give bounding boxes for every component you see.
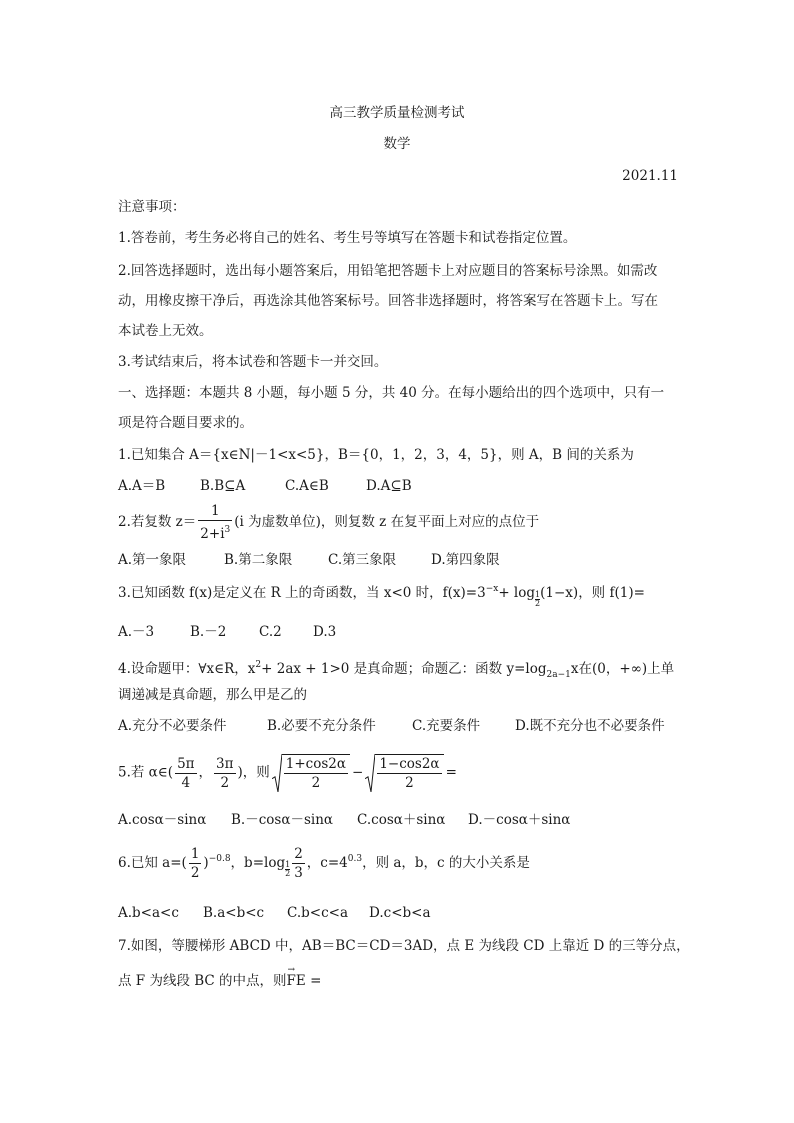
q4-option-a: A.充分不必要条件	[118, 718, 227, 734]
question-2-stem	[118, 502, 539, 543]
q2-option-c: C.第三象限	[328, 552, 397, 568]
q5-r2-den: 2	[377, 773, 441, 792]
q6-b-prefix: ，b=log	[230, 855, 286, 871]
q5-option-a: A.cosα－sinα	[118, 812, 207, 828]
subject-title: 数学	[383, 136, 411, 152]
q6-option-c: C.b<c<a	[287, 905, 349, 921]
exam-title: 高三教学质量检测考试	[329, 105, 465, 121]
q5-r1-den: 2	[284, 773, 348, 792]
q6-suffix: ，则 a，b，c 的大小关系是	[362, 855, 530, 871]
note-2-line-2: 动，用橡皮擦干净后，再选涂其他答案标号。回答非选择题时，将答案写在答题卡上。写在	[118, 293, 658, 309]
q6-b-fraction	[292, 845, 305, 882]
q5-root-2-body	[375, 754, 443, 792]
q5-equals: =	[445, 764, 457, 781]
q5-fraction-2	[214, 755, 235, 792]
q4-suffix: x在(0，+∞)上单	[570, 661, 675, 677]
q5-prefix: 5.若 α∈(	[118, 764, 174, 781]
q5-f1-num: 5π	[177, 755, 195, 772]
q5-minus: −	[352, 764, 364, 781]
q1-option-a: A.A＝B	[118, 478, 166, 494]
question-5-stem	[118, 754, 457, 792]
q3-log: + log	[498, 585, 536, 601]
q3-suffix: ，则 f(1)=	[578, 585, 645, 601]
q2-prefix: 2.若复数 z＝	[118, 514, 197, 530]
q5-f1-den: 4	[175, 773, 196, 792]
q3-option-d: D.3	[313, 624, 337, 640]
q6-b-den: 3	[294, 865, 303, 881]
q2-frac-numerator: 1	[210, 503, 220, 519]
note-1: 1.答卷前，考生务必将自己的姓名、考生号等填写在答题卡和试卷指定位置。	[118, 230, 577, 246]
note-3: 3.考试结束后，将本试卷和答题卡一并交回。	[118, 354, 388, 370]
q6-option-b: B.a<b<c	[203, 905, 265, 921]
q2-option-a: A.第一象限	[118, 552, 187, 568]
q5-r2-num: 1−cos2α	[379, 756, 440, 772]
q6-log-base-num: 1	[285, 860, 291, 869]
q6-b-num: 2	[294, 846, 303, 862]
q5-root-1-body	[282, 754, 350, 792]
question-4-stem-line-1	[118, 656, 674, 684]
q5-separator: ，	[198, 764, 213, 781]
q5-f2-den: 2	[214, 773, 235, 792]
q7-vector-label: FE	[286, 973, 306, 989]
q3-option-a: A.－3	[118, 624, 155, 640]
q4-option-b: B.必要不充分条件	[267, 718, 376, 734]
q5-f2-num: 3π	[216, 755, 234, 772]
q3-log-base-num: 1	[535, 590, 541, 599]
q3-log-base-den: 2	[535, 599, 541, 608]
question-7-line-1: 7.如图，等腰梯形 ABCD 中，AB＝BC＝CD＝3AD，点 E 为线段 CD 上靠近 D 的三等分点，	[118, 938, 690, 954]
q4-option-d: D.既不充分也不必要条件	[515, 718, 665, 734]
question-1-stem: 1.已知集合 A＝{x∈N|－1<x<5}，B＝{0，1，2，3，4，5}，则 A，B 间的关系为	[118, 447, 634, 463]
question-7-line-2	[118, 965, 322, 990]
vector-arrow-icon: →	[287, 965, 296, 975]
q2-suffix: (i 为虚数单位)，则复数 z 在复平面上对应的点位于	[234, 514, 540, 530]
q5-root-1	[272, 754, 350, 792]
q5-fraction-1	[175, 755, 196, 792]
q7-vector	[286, 965, 306, 990]
q2-option-b: B.第二象限	[224, 552, 293, 568]
q6-log-base-den: 2	[285, 869, 291, 878]
q7-suffix: =	[305, 973, 322, 989]
q3-option-b: B.－2	[190, 624, 227, 640]
q6-frac-num: 1	[190, 846, 200, 862]
q1-option-b: B.B⊆A	[200, 478, 246, 494]
q5-option-c: C.cosα＋sinα	[357, 812, 446, 828]
q6-exponent: −0.8	[208, 854, 231, 864]
question-4-stem-line-2: 调递减是真命题，那么甲是乙的	[118, 687, 307, 703]
q6-log-base	[285, 861, 290, 878]
q3-log-arg: (1−x)	[540, 585, 579, 601]
q5-root-2-fraction	[377, 755, 441, 792]
q6-option-a: A.b<a<c	[118, 905, 179, 921]
q5-option-d: D.－cosα＋sinα	[468, 812, 571, 828]
exam-date: 2021.11	[622, 168, 678, 184]
q4-option-c: C.充要条件	[412, 718, 481, 734]
radical-sign-icon	[272, 754, 282, 792]
q4-middle: + 2ax + 1>0 是真命题；命题乙：函数 y=log	[261, 661, 547, 677]
q2-option-d: D.第四象限	[431, 552, 500, 568]
q2-frac-denominator	[198, 520, 232, 543]
note-2-line-1: 2.回答选择题时，选出每小题答案后，用铅笔把答题卡上对应题目的答案标号涂黑。如需改	[118, 263, 658, 279]
q1-option-c: C.A∈B	[285, 478, 329, 494]
q6-c-exponent: 0.3	[347, 854, 363, 864]
q5-root-2	[365, 754, 443, 792]
q6-frac-den: 2	[190, 865, 200, 881]
section-1-line-1: 一、选择题：本题共 8 小题，每小题 5 分，共 40 分。在每小题给出的四个选项中，只有一	[118, 385, 665, 401]
q3-prefix: 3.已知函数 f(x)是定义在 R 上的奇函数，当 x<0 时，f(x)=3	[118, 585, 486, 601]
q7-prefix: 点 F 为线段 BC 的中点，则	[118, 973, 287, 989]
radical-sign-icon	[365, 754, 375, 792]
q5-root-1-fraction	[284, 755, 348, 792]
q2-frac-den-base: 2+i	[200, 526, 225, 542]
q5-option-b: B.－cosα－sinα	[231, 812, 334, 828]
notes-heading: 注意事项：	[118, 199, 186, 215]
question-3-stem	[118, 580, 645, 608]
note-2-line-3: 本试卷上无效。	[118, 323, 213, 339]
q5-then: )，则	[237, 764, 270, 781]
q3-exponent: −x	[485, 584, 499, 594]
q6-fraction	[189, 845, 202, 882]
section-1-line-2: 项是符合题目要求的。	[118, 415, 253, 431]
q4-prefix: 4.设命题甲：∀x∈R，x	[118, 661, 256, 677]
q6-close: )	[203, 855, 209, 871]
q6-c-prefix: ，c=4	[306, 855, 348, 871]
q3-option-c: C.2	[259, 624, 282, 640]
q5-r1-num: 1+cos2α	[285, 756, 347, 772]
q2-frac-den-exponent: 3	[224, 525, 231, 535]
q4-exponent: 2	[255, 660, 262, 670]
q4-log-base: 2a−1	[546, 670, 571, 680]
q6-option-d: D.c<b<a	[369, 905, 431, 921]
q6-prefix: 6.已知 a=(	[118, 855, 187, 871]
q1-option-d: D.A⊆B	[366, 478, 412, 494]
q2-fraction	[198, 502, 232, 543]
question-6-stem	[118, 845, 530, 882]
